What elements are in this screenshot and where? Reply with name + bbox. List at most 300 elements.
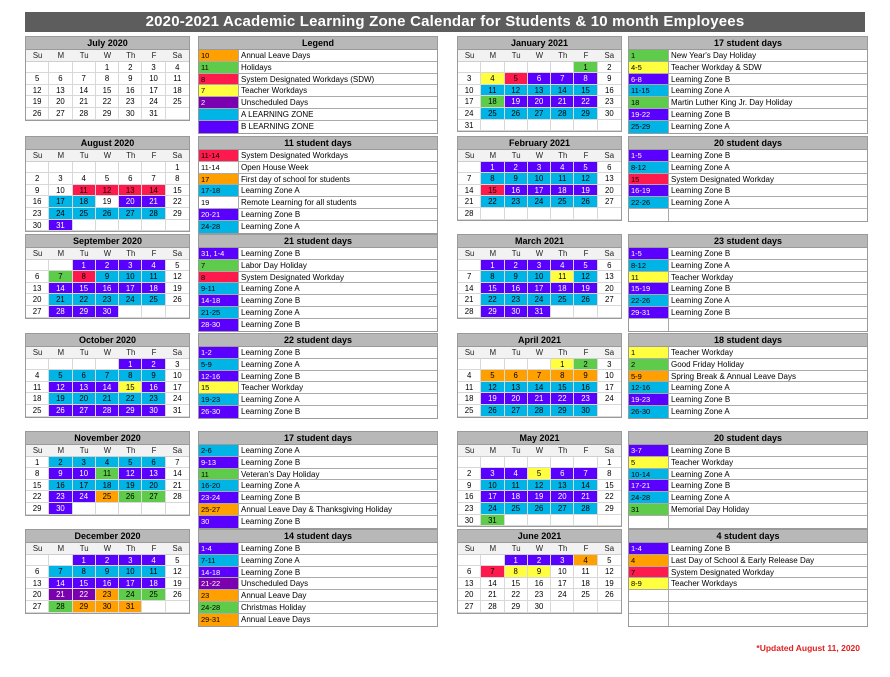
weekday-label: Sa: [166, 543, 189, 555]
legend-row: [199, 209, 437, 221]
day-cell: 17: [481, 491, 504, 503]
day-cell: 25: [73, 208, 96, 220]
legend-title: 23 student days: [629, 235, 867, 248]
empty-cell: [598, 120, 621, 132]
day-cell: 8: [119, 370, 142, 382]
weekday-label: W: [96, 543, 119, 555]
day-cell: 6: [142, 457, 165, 469]
legend-code: [629, 209, 669, 221]
day-cell: 4: [458, 370, 481, 382]
empty-cell: [574, 601, 597, 613]
legend-code: 24-28: [199, 221, 239, 233]
legend-description: Learning Zone B: [671, 481, 731, 491]
empty-cell: [96, 359, 119, 371]
legend-description: Learning Zone B: [241, 544, 301, 553]
legend-description: Learning Zone B: [241, 348, 301, 357]
day-cell: 1: [119, 359, 142, 371]
legend-title: 20 student days: [629, 432, 867, 445]
legend-code: 23: [199, 590, 239, 601]
day-cell: 4: [142, 260, 165, 272]
legend-code: [199, 121, 239, 133]
legend-description: Learning Zone B: [671, 307, 731, 317]
weekday-label: Su: [26, 50, 49, 62]
legend-description: Learning Zone B: [241, 516, 301, 526]
empty-cell: [598, 405, 621, 417]
day-cell: 1: [505, 555, 528, 567]
day-cell: 18: [574, 578, 597, 590]
day-cell: 6: [26, 271, 49, 283]
legend-description: [669, 614, 867, 626]
week-row: [458, 294, 621, 306]
day-cell: 16: [96, 283, 119, 295]
legend-code: 20-21: [199, 209, 239, 220]
legend-code: 1: [629, 50, 669, 61]
weekday-label: Tu: [73, 248, 96, 260]
legend-description: [669, 209, 867, 221]
day-cell: 25: [551, 196, 574, 208]
day-cell: 17: [166, 382, 189, 394]
day-cell: 8: [96, 73, 119, 85]
empty-cell: [49, 359, 72, 371]
legend-row: [629, 121, 867, 133]
legend-code: 9-13: [199, 457, 239, 468]
legend-row: [199, 283, 437, 295]
day-cell: 19: [598, 578, 621, 590]
day-cell: 9: [96, 271, 119, 283]
legend-code: 30: [199, 516, 239, 528]
legend-code: 7: [199, 260, 239, 271]
day-cell: 12: [96, 185, 119, 197]
day-cell: 15: [73, 283, 96, 295]
weekday-label: M: [49, 543, 72, 555]
legend-may-summary: [628, 431, 868, 529]
legend-code: 1-5: [629, 150, 669, 161]
week-row: [458, 515, 621, 527]
day-cell: 21: [49, 589, 72, 601]
legend-code: 12-16: [629, 382, 669, 393]
legend-code: 31, 1-4: [199, 248, 239, 259]
legend-row: [199, 445, 437, 457]
legend-description: Learning Zone A: [671, 383, 730, 393]
legend-row: [629, 260, 867, 272]
weekday-label: Sa: [166, 347, 189, 359]
week-row: [26, 480, 189, 492]
weekday-header: [458, 248, 621, 260]
empty-cell: [458, 260, 481, 272]
day-cell: 5: [598, 555, 621, 567]
legend-code: 19-23: [199, 394, 239, 405]
month-title: January 2021: [458, 37, 621, 50]
weekday-label: Th: [119, 543, 142, 555]
weekday-label: F: [142, 445, 165, 457]
day-cell: 11: [481, 85, 504, 97]
day-cell: 2: [505, 162, 528, 174]
day-cell: 28: [49, 306, 72, 318]
month-title: September 2020: [26, 235, 189, 248]
legend-row: [199, 394, 437, 406]
day-cell: 19: [166, 283, 189, 295]
day-cell: 15: [505, 578, 528, 590]
day-cell: 6: [551, 468, 574, 480]
day-cell: 20: [598, 283, 621, 295]
day-cell: 11: [73, 185, 96, 197]
week-row: [458, 382, 621, 394]
day-cell: 5: [26, 73, 49, 85]
legend-code: 7: [629, 567, 669, 578]
day-cell: 29: [505, 601, 528, 613]
legend-code: 15: [629, 174, 669, 185]
day-cell: 4: [142, 555, 165, 567]
legend-row: [199, 555, 437, 567]
weekday-label: Sa: [166, 445, 189, 457]
day-cell: 8: [73, 271, 96, 283]
day-cell: 23: [26, 208, 49, 220]
day-cell: 14: [458, 283, 481, 295]
legend-row: [629, 62, 867, 74]
day-cell: 28: [574, 503, 597, 515]
day-cell: 26: [49, 405, 72, 417]
day-cell: 31: [458, 120, 481, 132]
day-cell: 10: [458, 85, 481, 97]
legend-description: Annual Leave Days: [241, 614, 311, 624]
weekday-header: [26, 150, 189, 162]
day-cell: 31: [528, 306, 551, 318]
day-cell: 16: [505, 283, 528, 295]
legend-description: Learning Zone A: [671, 162, 730, 172]
day-cell: 28: [551, 108, 574, 120]
legend-row: [629, 197, 867, 209]
week-row: [26, 306, 189, 318]
week-row: [458, 468, 621, 480]
empty-cell: [166, 601, 189, 613]
legend-code: 10-14: [629, 469, 669, 480]
empty-cell: [49, 260, 72, 272]
day-cell: 10: [551, 566, 574, 578]
day-cell: 14: [458, 185, 481, 197]
legend-code: 22-26: [629, 197, 669, 208]
weekday-label: Tu: [73, 50, 96, 62]
legend-description: Teacher Workday: [671, 272, 734, 282]
day-cell: 11: [96, 468, 119, 480]
legend-description: Learning Zone A: [671, 406, 730, 416]
day-cell: 9: [26, 185, 49, 197]
month-may-2021: [457, 431, 622, 527]
day-cell: 6: [49, 73, 72, 85]
legend-row: [199, 359, 437, 371]
legend-row: [629, 248, 867, 260]
weekday-label: Tu: [73, 347, 96, 359]
legend-row: [199, 567, 437, 579]
legend-code: [629, 319, 669, 331]
legend-oct-summary: [198, 333, 438, 419]
month-title: November 2020: [26, 432, 189, 445]
day-cell: 12: [119, 468, 142, 480]
week-row: [458, 589, 621, 601]
day-cell: 4: [166, 62, 189, 74]
legend-row: [629, 85, 867, 97]
day-cell: 20: [26, 589, 49, 601]
weekday-label: F: [574, 150, 597, 162]
day-cell: 11: [574, 566, 597, 578]
legend-title: 17 student days: [629, 37, 867, 50]
legend-description: Learning Zone B: [671, 544, 731, 553]
weekday-label: F: [574, 543, 597, 555]
weekday-label: F: [142, 347, 165, 359]
day-cell: 17: [119, 578, 142, 590]
day-cell: 22: [481, 196, 504, 208]
legend-code: 16-19: [629, 185, 669, 196]
day-cell: 26: [574, 196, 597, 208]
day-cell: 9: [458, 480, 481, 492]
legend-row: [629, 319, 867, 331]
month-title: April 2021: [458, 334, 621, 347]
legend-description: Veteran's Day Holiday: [241, 469, 320, 479]
day-cell: 22: [551, 393, 574, 405]
day-cell: 10: [598, 370, 621, 382]
day-cell: 27: [505, 405, 528, 417]
day-cell: 13: [49, 85, 72, 97]
legend-description: Unscheduled Days: [241, 579, 309, 589]
day-cell: 16: [574, 382, 597, 394]
legend-description: Teacher Workday: [671, 348, 734, 357]
weekday-label: Su: [458, 445, 481, 457]
week-row: [458, 120, 621, 132]
day-cell: 7: [49, 271, 72, 283]
legend-description: Learning Zone B: [241, 319, 301, 329]
legend-code: [629, 516, 669, 528]
month-title: July 2020: [26, 37, 189, 50]
day-cell: 10: [73, 468, 96, 480]
day-cell: 15: [166, 185, 189, 197]
day-cell: 12: [481, 382, 504, 394]
weekday-header: [458, 445, 621, 457]
day-cell: 11: [505, 480, 528, 492]
weekday-label: Th: [551, 543, 574, 555]
month-april-2021: [457, 333, 622, 418]
day-cell: 13: [598, 173, 621, 185]
legend-feb-summary: [628, 136, 868, 222]
legend-row: [629, 272, 867, 284]
empty-cell: [528, 515, 551, 527]
day-cell: 6: [458, 566, 481, 578]
day-cell: 6: [528, 73, 551, 85]
legend-row: [199, 197, 437, 209]
empty-cell: [26, 260, 49, 272]
day-cell: 31: [166, 405, 189, 417]
weekday-label: F: [142, 248, 165, 260]
legend-description: Learning Zone A: [241, 555, 300, 565]
week-row: [26, 503, 189, 515]
weekday-label: M: [481, 50, 504, 62]
legend-row: [199, 480, 437, 492]
day-cell: 26: [598, 589, 621, 601]
day-cell: 22: [574, 96, 597, 108]
legend-title: 14 student days: [199, 530, 437, 543]
day-cell: 9: [505, 271, 528, 283]
legend-description: Learning Zone B: [671, 395, 731, 405]
day-cell: 2: [26, 173, 49, 185]
legend-title: 18 student days: [629, 334, 867, 347]
legend-description: Learning Zone B: [671, 151, 731, 160]
legend-row: [629, 162, 867, 174]
legend-row: [199, 121, 437, 133]
legend-code: 9-11: [199, 283, 239, 294]
day-cell: 23: [96, 294, 119, 306]
day-cell: 6: [26, 566, 49, 578]
day-cell: 24: [528, 294, 551, 306]
month-september-2020: [25, 234, 190, 319]
weekday-label: M: [49, 50, 72, 62]
legend-code: [199, 109, 239, 120]
legend-row: [199, 614, 437, 626]
empty-cell: [528, 120, 551, 132]
weekday-label: M: [49, 445, 72, 457]
day-cell: 23: [96, 589, 119, 601]
empty-cell: [458, 555, 481, 567]
empty-cell: [166, 108, 189, 120]
empty-cell: [458, 457, 481, 469]
day-cell: 21: [49, 294, 72, 306]
legend-code: 5-9: [629, 371, 669, 382]
legend-row: [629, 614, 867, 626]
day-cell: 10: [481, 480, 504, 492]
empty-cell: [505, 120, 528, 132]
empty-cell: [574, 120, 597, 132]
day-cell: 3: [458, 73, 481, 85]
week-row: [458, 566, 621, 578]
day-cell: 22: [73, 589, 96, 601]
day-cell: 21: [551, 96, 574, 108]
legend-row: [199, 162, 437, 174]
week-row: [26, 62, 189, 74]
day-cell: 4: [505, 468, 528, 480]
day-cell: 14: [551, 85, 574, 97]
day-cell: 28: [96, 405, 119, 417]
day-cell: 30: [96, 306, 119, 318]
day-cell: 28: [481, 601, 504, 613]
day-cell: 25: [166, 96, 189, 108]
weekday-label: Tu: [505, 347, 528, 359]
empty-cell: [142, 306, 165, 318]
day-cell: 26: [481, 405, 504, 417]
legend-jan-summary: [628, 36, 868, 134]
empty-cell: [598, 515, 621, 527]
legend-description: Learning Zone A: [671, 469, 730, 479]
day-cell: 28: [458, 306, 481, 318]
empty-cell: [551, 306, 574, 318]
month-title: March 2021: [458, 235, 621, 248]
weekday-label: M: [481, 347, 504, 359]
day-cell: 26: [166, 294, 189, 306]
day-cell: 30: [96, 601, 119, 613]
empty-cell: [598, 208, 621, 220]
legend-description: Learning Zone A: [671, 198, 730, 208]
legend-row: [629, 150, 867, 162]
weekday-label: W: [528, 543, 551, 555]
day-cell: 15: [551, 382, 574, 394]
empty-cell: [73, 359, 96, 371]
day-cell: 8: [574, 73, 597, 85]
day-cell: 15: [481, 185, 504, 197]
day-cell: 10: [142, 73, 165, 85]
legend-code: 31: [629, 504, 669, 515]
day-cell: 28: [142, 208, 165, 220]
day-cell: 30: [49, 503, 72, 515]
empty-cell: [73, 62, 96, 74]
empty-cell: [574, 515, 597, 527]
legend-row: [629, 74, 867, 86]
day-cell: 21: [481, 589, 504, 601]
weekday-label: Th: [551, 445, 574, 457]
day-cell: 19: [26, 96, 49, 108]
weekday-label: M: [49, 347, 72, 359]
weekday-label: F: [574, 50, 597, 62]
legend-description: Learning Zone B: [671, 249, 731, 258]
day-cell: 17: [73, 480, 96, 492]
day-cell: 29: [73, 306, 96, 318]
day-cell: 16: [505, 185, 528, 197]
legend-code: 25-27: [199, 504, 239, 515]
legend-row: [629, 457, 867, 469]
day-cell: 14: [49, 283, 72, 295]
legend-description: Annual Leave Day: [241, 591, 307, 601]
weekday-label: Th: [119, 248, 142, 260]
legend-description: System Designated Workdays: [241, 151, 349, 160]
day-cell: 25: [26, 405, 49, 417]
week-row: [26, 382, 189, 394]
empty-cell: [505, 62, 528, 74]
weekday-label: Sa: [166, 50, 189, 62]
day-cell: 19: [166, 578, 189, 590]
day-cell: 14: [73, 85, 96, 97]
legend-row: [629, 590, 867, 602]
day-cell: 7: [142, 173, 165, 185]
day-cell: 13: [505, 382, 528, 394]
month-november-2020: [25, 431, 190, 516]
day-cell: 7: [458, 173, 481, 185]
day-cell: 21: [528, 393, 551, 405]
legend-code: 1-5: [629, 248, 669, 259]
day-cell: 2: [96, 260, 119, 272]
day-cell: 28: [458, 208, 481, 220]
legend-code: 21-22: [199, 578, 239, 589]
weekday-label: W: [96, 50, 119, 62]
day-cell: 12: [26, 85, 49, 97]
empty-cell: [458, 62, 481, 74]
legend-row: [629, 307, 867, 319]
day-cell: 28: [166, 491, 189, 503]
month-february-2021: [457, 136, 622, 221]
legend-description: Learning Zone B: [671, 284, 731, 294]
legend-row: [199, 62, 437, 74]
empty-cell: [26, 62, 49, 74]
day-cell: 25: [551, 294, 574, 306]
day-cell: 7: [528, 370, 551, 382]
weekday-label: F: [574, 248, 597, 260]
weekday-label: W: [96, 347, 119, 359]
day-cell: 29: [551, 405, 574, 417]
day-cell: 21: [458, 294, 481, 306]
week-row: [458, 73, 621, 85]
week-row: [26, 370, 189, 382]
legend-title: 17 student days: [199, 432, 437, 445]
day-cell: 1: [481, 162, 504, 174]
weekday-label: Sa: [598, 150, 621, 162]
empty-cell: [49, 555, 72, 567]
day-cell: 6: [598, 260, 621, 272]
legend-description: Learning Zone B: [671, 109, 731, 119]
legend-row: [629, 97, 867, 109]
